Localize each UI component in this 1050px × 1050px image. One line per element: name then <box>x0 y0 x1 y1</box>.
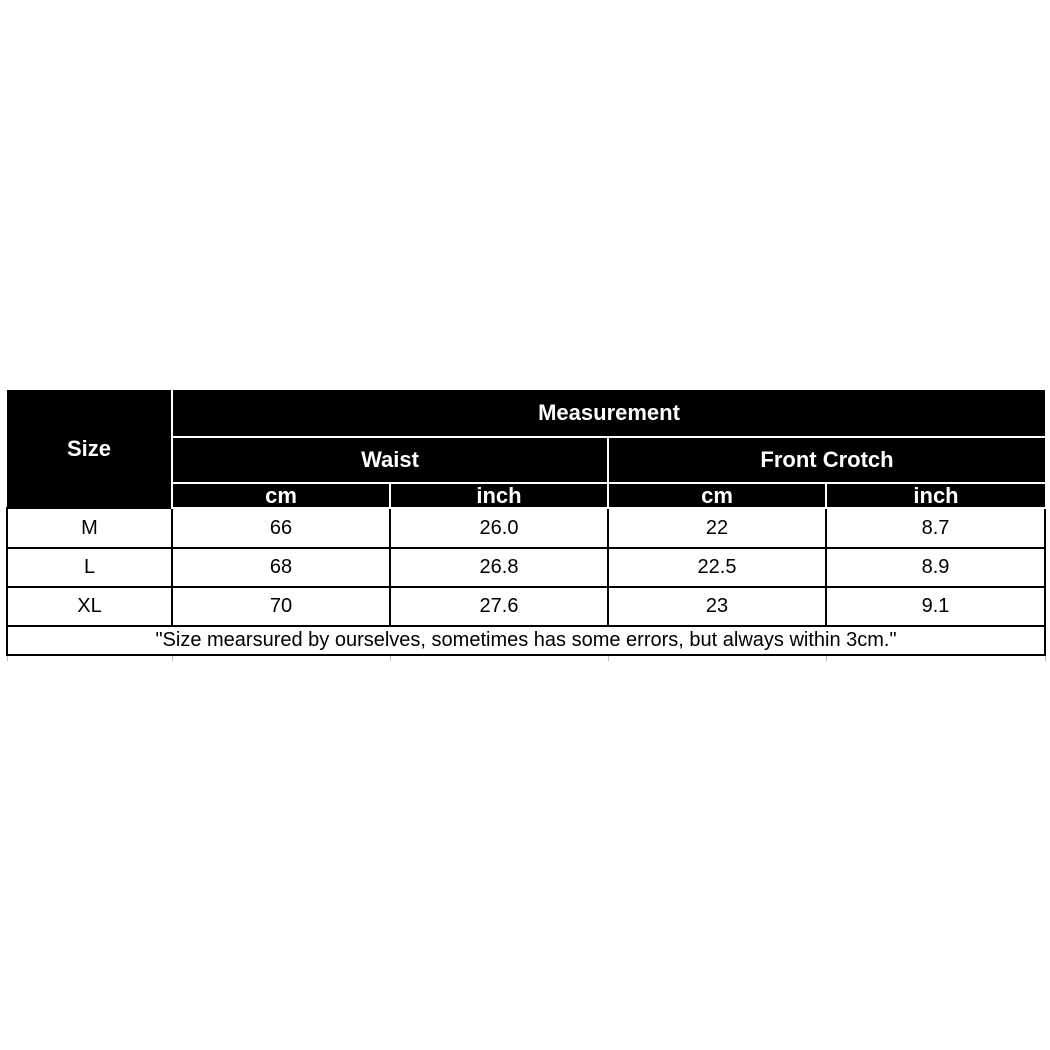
table-row <box>7 548 1045 587</box>
tail-cell <box>826 655 1045 661</box>
waist-cm-value: 68 <box>172 548 390 587</box>
size-header: Size <box>7 390 172 508</box>
unit-header: inch <box>826 483 1045 508</box>
size-label: L <box>7 548 172 587</box>
tail-cell <box>172 655 390 661</box>
size-chart-table <box>6 390 1046 661</box>
group-header-waist: Waist <box>172 437 608 483</box>
table-row <box>7 508 1045 548</box>
table-row <box>7 587 1045 626</box>
front-crotch-inch-value: 9.1 <box>826 587 1045 626</box>
waist-cm-value: 70 <box>172 587 390 626</box>
front-crotch-inch-value: 8.9 <box>826 548 1045 587</box>
waist-cm-value: 66 <box>172 508 390 548</box>
header-row-measurement <box>7 390 1045 437</box>
front-crotch-cm-value: 22.5 <box>608 548 826 587</box>
front-crotch-cm-value: 23 <box>608 587 826 626</box>
note-row <box>7 626 1045 655</box>
unit-header: inch <box>390 483 608 508</box>
measurement-header: Measurement <box>172 390 1045 437</box>
waist-inch-value: 26.0 <box>390 508 608 548</box>
unit-header: cm <box>172 483 390 508</box>
group-header-front-crotch: Front Crotch <box>608 437 1045 483</box>
table-tail-row <box>7 655 1045 661</box>
tail-cell <box>7 655 172 661</box>
tail-cell <box>608 655 826 661</box>
tail-cell <box>390 655 608 661</box>
unit-header: cm <box>608 483 826 508</box>
measurement-note: "Size mearsured by ourselves, sometimes has some errors, but always within 3cm." <box>7 626 1045 655</box>
front-crotch-cm-value: 22 <box>608 508 826 548</box>
waist-inch-value: 27.6 <box>390 587 608 626</box>
waist-inch-value: 26.8 <box>390 548 608 587</box>
front-crotch-inch-value: 8.7 <box>826 508 1045 548</box>
size-label: XL <box>7 587 172 626</box>
size-label: M <box>7 508 172 548</box>
